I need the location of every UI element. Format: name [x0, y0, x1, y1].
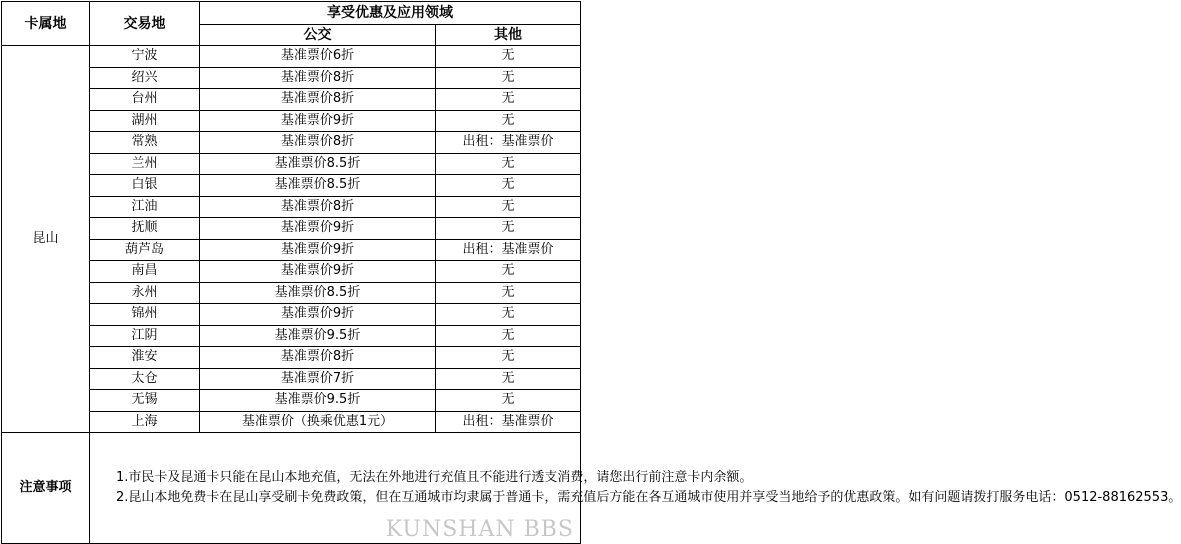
place-cell: 太仓: [90, 368, 200, 390]
bus-cell: 基准票价9折: [200, 261, 436, 283]
other-cell: 无: [436, 325, 581, 347]
watermark-logo: KUNSHAN BBS: [385, 517, 574, 542]
bus-cell: 基准票价7折: [200, 368, 436, 390]
other-cell: 无: [436, 261, 581, 283]
other-cell: 无: [436, 175, 581, 197]
table-body: [2, 46, 581, 433]
note-line-1: 1.市民卡及昆通卡只能在昆山本地充值，无法在外地进行充值且不能进行透支消费，请您出行前注意卡内余额。: [116, 470, 753, 485]
bus-cell: 基准票价9.5折: [200, 390, 436, 412]
bus-cell: 基准票价8折: [200, 67, 436, 89]
bus-cell: 基准票价8折: [200, 347, 436, 369]
bus-cell: 基准票价8折: [200, 89, 436, 111]
other-cell: 无: [436, 218, 581, 240]
bus-cell: 基准票价8.5折: [200, 153, 436, 175]
other-cell: 无: [436, 347, 581, 369]
header-bus: 公交: [200, 25, 436, 46]
place-cell: 南昌: [90, 261, 200, 283]
other-cell: 出租：基准票价: [436, 132, 581, 154]
other-cell: 出租：基准票价: [436, 239, 581, 261]
bus-cell: 基准票价9.5折: [200, 325, 436, 347]
place-cell: 永州: [90, 282, 200, 304]
bus-cell: 基准票价9折: [200, 239, 436, 261]
other-cell: 出租：基准票价: [436, 411, 581, 433]
other-cell: 无: [436, 196, 581, 218]
header-trading-place: 交易地: [90, 2, 200, 46]
other-cell: 无: [436, 390, 581, 412]
header-scope: 享受优惠及应用领域: [200, 2, 581, 25]
other-cell: 无: [436, 153, 581, 175]
place-cell: 江油: [90, 196, 200, 218]
other-cell: 无: [436, 304, 581, 326]
bus-cell: 基准票价（换乘优惠1元）: [200, 411, 436, 433]
place-cell: 宁波: [90, 46, 200, 68]
table-row: [2, 46, 581, 68]
bus-cell: 基准票价8折: [200, 196, 436, 218]
bus-cell: 基准票价9折: [200, 218, 436, 240]
place-cell: 江阴: [90, 325, 200, 347]
card-interop-table: [1, 1, 1181, 544]
header-other: 其他: [436, 25, 581, 46]
place-cell: 白银: [90, 175, 200, 197]
header-row-1: [2, 2, 581, 25]
other-cell: 无: [436, 67, 581, 89]
notes-label: 注意事项: [2, 433, 90, 544]
other-cell: 无: [436, 46, 581, 68]
other-cell: 无: [436, 110, 581, 132]
place-cell: 葫芦岛: [90, 239, 200, 261]
place-cell: 湖州: [90, 110, 200, 132]
note-line-2: 2.昆山本地免费卡在昆山享受刷卡免费政策，但在互通城市均隶属于普通卡，需充值后方能在各互通城市使用并享受当地给予的优惠政策。如有问题请拨打服务电话：0512-88162553。: [116, 490, 1181, 505]
place-cell: 上海: [90, 411, 200, 433]
place-cell: 绍兴: [90, 67, 200, 89]
place-cell: 无锡: [90, 390, 200, 412]
place-cell: 常熟: [90, 132, 200, 154]
notes-row: [2, 433, 581, 544]
bus-cell: 基准票价9折: [200, 110, 436, 132]
bus-cell: 基准票价8折: [200, 132, 436, 154]
other-cell: 无: [436, 282, 581, 304]
other-cell: 无: [436, 89, 581, 111]
header-card-origin: 卡属地: [2, 2, 90, 46]
place-cell: 台州: [90, 89, 200, 111]
bus-cell: 基准票价6折: [200, 46, 436, 68]
place-cell: 兰州: [90, 153, 200, 175]
place-cell: 抚顺: [90, 218, 200, 240]
place-cell: 锦州: [90, 304, 200, 326]
region-cell: 昆山: [2, 46, 90, 433]
bus-cell: 基准票价8.5折: [200, 282, 436, 304]
bus-cell: 基准票价8.5折: [200, 175, 436, 197]
other-cell: 无: [436, 368, 581, 390]
bus-cell: 基准票价9折: [200, 304, 436, 326]
notes-body: [90, 433, 1181, 544]
place-cell: 淮安: [90, 347, 200, 369]
